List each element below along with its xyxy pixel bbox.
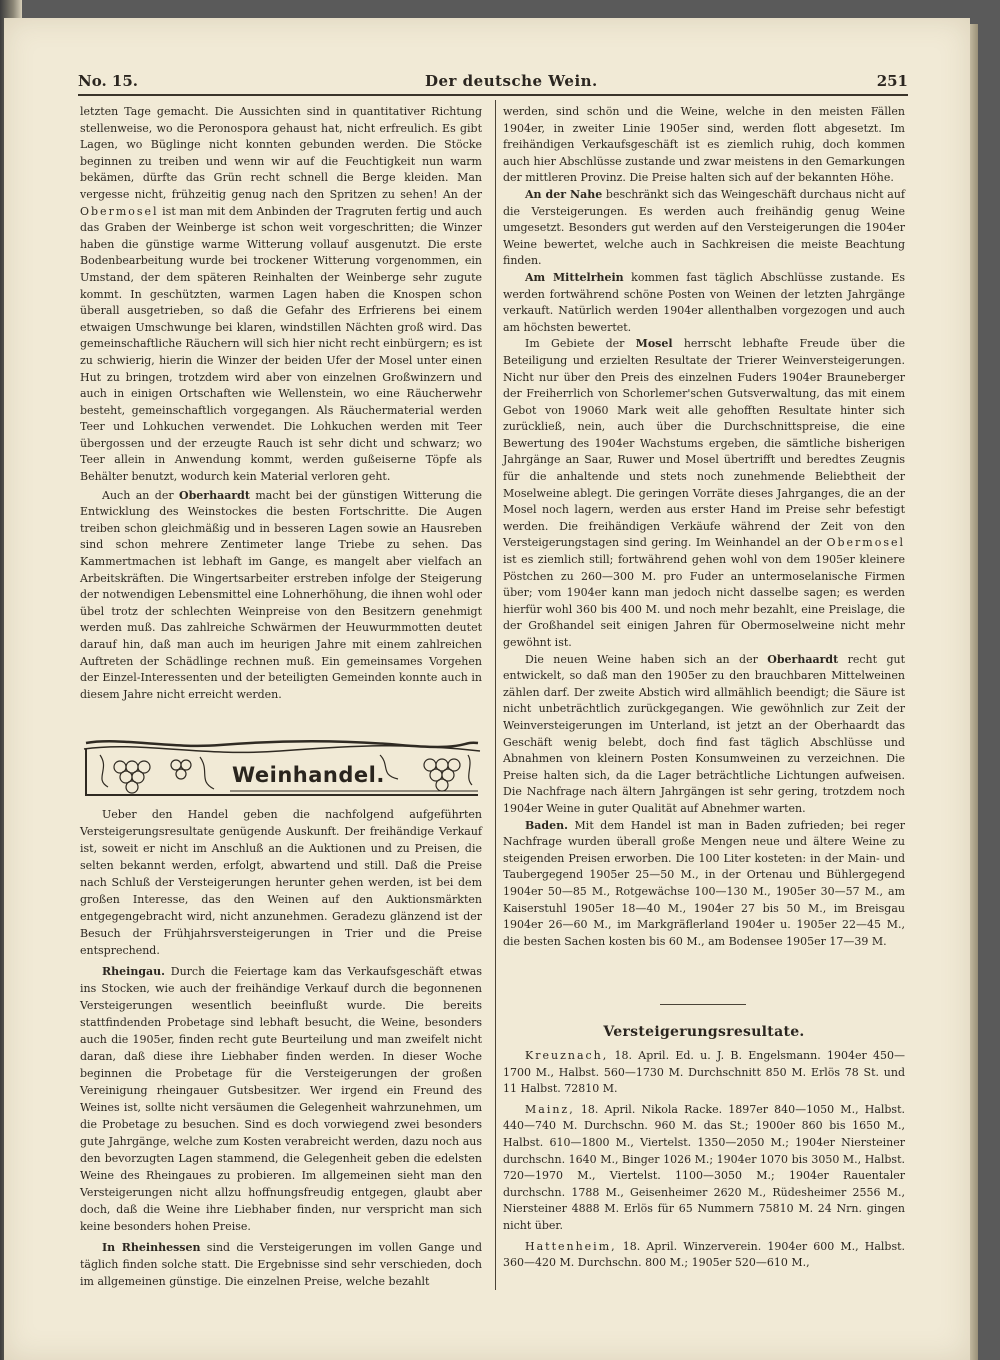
results-heading: Versteigerungsresultate. [603,1024,805,1040]
region-name: Am Mittelrhein [525,270,624,284]
left-column [80,104,482,703]
journal-title: Der deutsche Wein. [425,72,598,90]
paragraph [503,270,905,336]
text: herrscht lebhafte Freude über die Beteiligung und erzielten Resultate der Trierer Weinversteigerungen. Nicht nur über den Preis des einzelnen Fuders 1904er Brauneberger der Freiherrlich von Schorlemer'schen Gutsverwaltung, das mit einem Gebot von 19060 Mark weit alle gehofften Resultate hinter sich zurückließ, nein, auch über die Durchschnittspreise, die eine Bewertung des 1904er Wachstums ergeben, die sämtliche bisherigen Jahrgänge an Saar, Ruwer und Mosel übertrifft und beredtes Zeugnis für die anhaltende und stets noch zunehmende Beliebtheit der Moselweine ablegt. Die geringen Vorräte dieses Jahrganges, die an der Mosel noch lagern, werden aus erster Hand im Preise sehr befestigt werden. Die freihändigen Verkäufe während der Zeit von den Versteigerungstagen sind gering. Im Weinhandel an der [503,337,906,550]
region-name: In Rheinhessen [102,1241,201,1254]
paragraph [80,104,482,486]
text: Durch die Feiertage kam das Verkaufsgeschäft etwas ins Stocken, wie auch der freihändige Verkauf durch die begonnenen Versteigerungen wesentlich beeinflußt wurde. Die bereits stattfindenden Probetage sind lebhaft besucht, die Weine, besonders auch die 1905er, finden recht gute Beurteilung und man zweifelt nicht daran, daß diese ihre Liebhaber finden werden. In dieser Woche beginnen die Probetage für die Versteigerungen der großen Vereinigung rheingauer Gutsbesitzer. Wer irgend ein Freund des Weines ist, sollte nicht versäumen die Gelegenheit wahrzunehmen, um die Probetage zu besuchen. Sind es doch vorwiegend zwei besonders gute Jahrgänge, welche zum Kosten verabreicht werden, dazu noch aus den bevorzugten Lagen stammend, die Gelegenheit geben die edelsten Weine des Rheingaues zu probieren. Im allgemeinen sieht man den Versteigerungen nicht allzu hoffnungsfreudig entgegen, glaubt aber doch, daß die Weine ihre Liebhaber finden, nur verspricht man sich keine besonders hohen Preise. [80,965,482,1233]
region-name: Oberhaardt [179,488,250,502]
text: Die neuen Weine haben sich an der [525,652,758,666]
text: Auch an der [102,488,174,502]
column-rule [495,100,496,1290]
place-name: Obermosel [80,204,159,218]
region-name: An der Nahe [525,187,603,201]
result-entry [503,1239,905,1272]
section-divider [660,1004,746,1005]
section-banner [80,735,482,801]
place-name: Kreuznach, [525,1049,609,1062]
paragraph [503,336,905,651]
result-entry [503,1048,905,1098]
section-title: Weinhandel. [232,763,385,787]
text: 18. April. Nikola Racke. 1897er 840—1050 M., Halbst. 440—740 M. Durchschn. 960 M. das St.; 1900er 860 bis 1650 M., Halbst. 610—1800 M., Viertelst. 1350—2050 M.; 1904er Niersteiner durchschn. 1640 M., Binger 1026 M.; 1904er 1070 bis 3050 M., Halbst. 720—1970 M., Viertelst. 1100—3050 M.; 1904er Rauentaler durchschn. 1788 M., Geisenheimer 2620 M., Rüdesheimer 2556 M., Niersteiner 4888 M. Erlös für 65 Nummern 75810 M. 24 Nrn. gingen nicht über. [503,1102,905,1232]
text: 18. April. Ed. u. J. B. Engelsmann. 1904er 450—1700 M., Halbst. 560—1730 M. Durchschnitt 850 M. Erlös 78 St. und 11 Halbst. 72810 M. [503,1049,906,1096]
place-name: Hattenheim, [525,1239,617,1253]
region-name: Baden. [525,818,568,832]
running-header [78,70,908,94]
text: ist man mit dem Anbinden der Tragruten fertig und auch das Graben der Weinberge ist schon weit vorgeschritten; die Winzer haben die günstige warme Witterung vollauf ausgenutzt. Die erste Bodenbearbeitung wurde bei trockener Witterung vorgenommen, ein Umstand, der dem späteren Reinhalten der Weinberge sehr zugute kommt. In geschützten, warmen Lagen haben die Knospen schon überall ausgetrieben, so daß die Gefahr des Erfrierens bei einem etwaigen Umschwunge bei klaren, windstillen Nächten groß wird. Das gemeinschaftliche Räuchern will sich hier nicht recht einbürgern; es ist zu schwierig, hierin die Winzer der beiden Ufer der Mosel unter einen Hut zu bringen, trotzdem wird aber von einzelnen Großwinzern und auch in einigen Ortschaften wie Wellenstein, wo eine Räucherwehr besteht, gemeinschaftlich vorgegangen. Als Räuchermaterial werden Teer und Lohkuchen verwendet. Die Lohkuchen werden mit Teer übergossen und der erzeugte Rauch ist sehr dicht und schwarz; wo Teer allein in Anwendung kommt, werden gußeiserne Töpfe als Behälter benutzt, wodurch kein Material verloren geht. [80,204,482,484]
place-name: Obermosel [826,536,905,550]
region-name: Rheingau. [102,965,165,978]
text: kommen fast täglich Abschlüsse zustande. Es werden fortwährend schöne Posten von Weinen der letzten Jahrgänge verkauft. Natürlich werden 1904er allenthalben vorgezogen und auch am höchsten bewertet. [503,270,905,334]
text: macht bei der günstigen Witterung die Entwicklung des Weinstockes die besten Fortschritte. Die Augen treiben schon gleichmäßig und in besseren Lagen sowie an Hausreben sind schon mehrere Zentimeter lange Triebe zu sehen. Das Kammertmachen ist lebhaft im Gange, es mangelt aber vielfach an Arbeitskräften. Die Wingertsarbeiter erstreben infolge der Steigerung der notwendigen Lebensmittel eine Lohnerhöhung, die ihnen wohl oder übel trotz der schlechten Weinpreise von den Besitzern genehmigt werden muß. Das zahlreiche Schwärmen der Heuwurmmotten deutet darauf hin, daß man auch im heurigen Jahre mit einem zahlreichen Auftreten der Schädlinge rechnen muß. Ein gemeinsames Vorgehen der Einzel-Interessenten und der beteiligten Gemeinden konnte auch in diesem Jahre nicht erreicht werden. [80,488,483,701]
right-column [503,104,905,950]
text: letzten Tage gemacht. Die Aussichten sind in quantitativer Richtung stellenweise, wo die Peronospora gehaust hat, nicht erfreulich. Es gibt Lagen, wo Büglinge nicht konnten gebunden werden. Die Stöcke beginnen zu treiben und wenn wir auf die Feuchtigkeit nun warm bekämen, dürfte das Grün recht schnell die Berge kleiden. Man vergesse nicht, frühzeitig genug nach den Spritzen zu sehen! An der [80,105,482,201]
paragraph [80,488,482,704]
left-column-lower [80,806,482,1290]
issue-number: No. 15. [78,72,138,90]
region-name: Oberhaardt [767,652,839,666]
paragraph: werden, sind schön und die Weine, welche in den meisten Fällen 1904er, in zweiter Linie 1905er sind, werden flott abgesetzt. Im freihändigen Verkaufsgeschäft ist es ziemlich ruhig, doch kommen auch hier Abschlüsse zustande und zwar meistens in den Gemarkungen der mittleren Provinz. Die Preise halten sich auf der bekannten Höhe. [503,105,905,185]
auction-results [503,1048,905,1276]
text: ist es ziemlich still; fortwährend gehen wohl von dem 1905er kleinere Pöstchen zu 260—300 M. pro Fuder an untermoselanische Firmen über; vom 1904er kann man jedoch nicht dasselbe sagen; es werden hierfür wohl 360 bis 400 M. und noch mehr bezahlt, eine Preislage, die der Großhandel seit einigen Jahren für Obermoselweine nicht mehr gewöhnt ist. [503,553,905,649]
region-name: Mosel [635,337,673,351]
text: 18. April. Winzerverein. 1904er 600 M., Halbst. 360—420 M. Durchschn. 800 M.; 1905er 520—610 M., [503,1239,906,1270]
text: recht gut entwickelt, so daß man den 1905er zu den brauchbaren Mittelweinen zählen darf. Der zweite Abstich wird allmählich beendigt; die Säure ist nicht unbeträchtlich zurückgegangen. Wie gewöhnlich zur Zeit der Weinversteigerungen im Unterland, ist jetzt an der Oberhaardt das Geschäft wenig belebt, doch find fast täglich Abschlüsse und Abnahmen von kleinern Posten Konsumweinen zu verzeichnen. Die Preise halten sich, da die Lager beträchtliche Lichtungen aufweisen. Die Nachfrage nach ältern Jahrgängen ist sehr gering, trotzdem noch 1904er Weine in guter Qualität auf Abnehmer warten. [503,652,906,815]
text: beschränkt sich das Weingeschäft durchaus nicht auf die Versteigerungen. Es werden auch freihändig genug Weine umgesetzt. Besonders gut werden auf den Versteigerungen die 1904er Weine bewertet, welche auch in Sachkreisen die meiste Beachtung finden. [503,187,905,268]
paragraph [80,1239,482,1290]
paragraph [503,652,905,818]
header-rule [78,94,908,96]
paragraph: Ueber den Handel geben die nachfolgend aufgeführten Versteigerungsresultate genügende Auskunft. Der freihändige Verkauf ist, soweit er nicht im Anschluß an die Auktionen und zu Preisen, die selten bekannt werden, erfolgt, abwartend und still. Daß die Preise nach Schluß der Versteigerungen herunter gehen werden, ist bei dem großen Interesse, das den Weinen auf den Auktionsmärkten entgegengebracht wird, nicht anzunehmen. Geradezu glänzend ist der Besuch der Frühjahrsversteigerungen in Trier und die Preise entsprechend. [80,808,482,957]
text: Im Gebiete der [525,337,625,351]
text: Mit dem Handel ist man in Baden zufrieden; bei reger Nachfrage wurden überall große Mengen neue und ältere Weine zu steigenden Preisen erworben. Die 100 Liter kosteten: in der Main- und Taubergegend 1905er 25—50 M., in der Ortenau und Bühlergegend 1904er 50—85 M., Rotgewächse 100—130 M., 1905er 30—57 M., am Kaiserstuhl 1905er 18—40 M., 1904er 27 bis 50 M., im Breisgau 1904er 26—60 M., im Markgräflerland 1904er u. 1905er 22—45 M., die besten Sachen kosten bis 60 M., am Bodensee 1905er 17—39 M. [503,818,905,948]
paragraph [503,187,905,270]
place-name: Mainz, [525,1102,575,1116]
paragraph [503,818,905,951]
paragraph [80,963,482,1235]
page-number: 251 [876,72,908,90]
text: sind die Versteigerungen im vollen Gange und täglich finden solche statt. Die Ergebnisse sind sehr verschieden, doch im allgemeinen günstige. Die einzelnen Preise, welche bezahlt [80,1241,483,1288]
result-entry [503,1102,905,1235]
